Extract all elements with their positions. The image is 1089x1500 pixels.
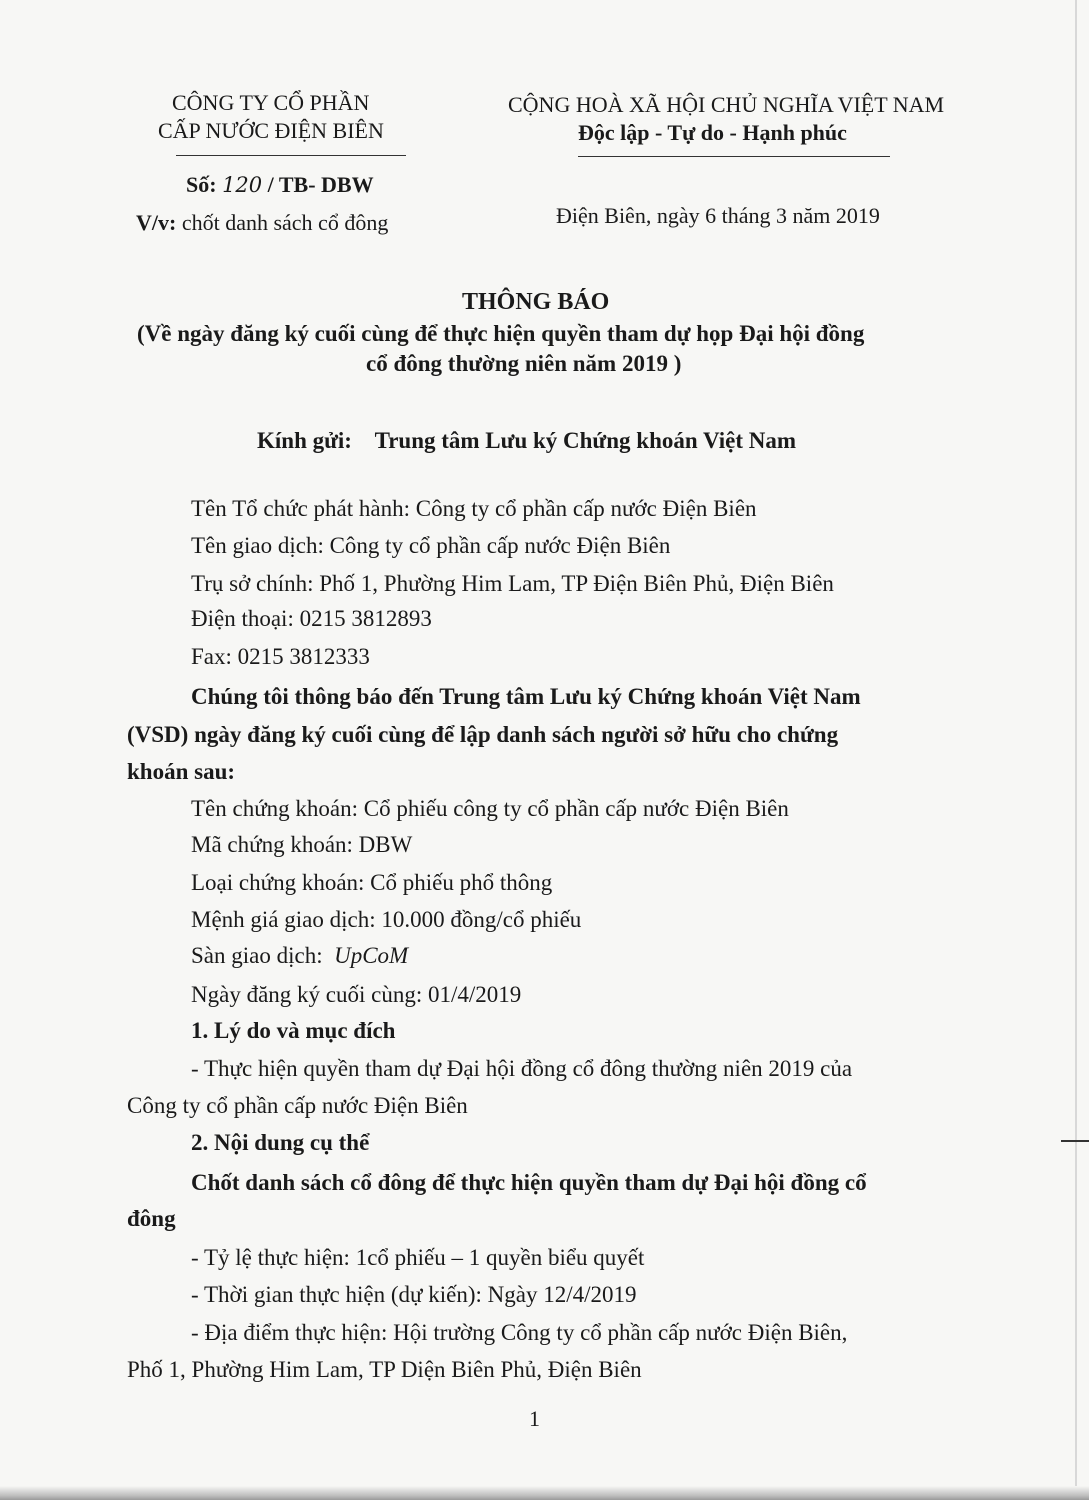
scan-edge-bottom <box>0 1486 1089 1500</box>
issuer-address: Trụ sở chính: Phố 1, Phường Him Lam, TP Điện Biên Phủ, Điện Biên <box>191 571 834 596</box>
notice-line1: Chúng tôi thông báo đến Trung tâm Lưu ký Chứng khoán Việt Nam <box>191 684 861 709</box>
security-name: Tên chứng khoán: Cổ phiếu công ty cổ phần cấp nước Điện Biên <box>191 796 789 821</box>
recipient-line <box>257 428 796 454</box>
section2-bold-line1: Chốt danh sách cổ đông để thực hiện quyền tham dự Đại hội đồng cổ <box>191 1170 867 1195</box>
section2-heading: 2. Nội dung cụ thể <box>191 1130 370 1155</box>
exchange-value: UpCoM <box>334 943 409 968</box>
page-number: 1 <box>529 1406 540 1431</box>
document-number <box>186 172 374 198</box>
security-exchange <box>191 943 408 969</box>
handwritten-number: 120 <box>222 173 263 197</box>
section1-heading: 1. Lý do và mục đích <box>191 1018 396 1043</box>
recipient-name: Trung tâm Lưu ký Chứng khoán Việt Nam <box>374 428 797 453</box>
venue-line1: - Địa điểm thực hiện: Hội trường Công ty cổ phần cấp nước Điện Biên, <box>191 1320 848 1345</box>
title-subtitle-line1: (Về ngày đăng ký cuối cùng để thực hiện quyền tham dự họp Đại hội đồng <box>137 321 865 346</box>
place-date: Điện Biên, ngày 6 tháng 3 năm 2019 <box>556 203 880 228</box>
section1-line1: - Thực hiện quyền tham dự Đại hội đồng cổ đông thường niên 2019 của <box>191 1056 853 1081</box>
issuer-fax: Fax: 0215 3812333 <box>191 644 370 669</box>
section2-bold-line2: đông <box>127 1206 176 1231</box>
document-title: THÔNG BÁO <box>462 289 610 315</box>
section1-line2: Công ty cổ phần cấp nước Điện Biên <box>127 1093 468 1118</box>
security-code: Mã chứng khoán: DBW <box>191 832 413 857</box>
notice-line3: khoán sau: <box>127 759 236 784</box>
country-name: CỘNG HOÀ XÃ HỘI CHỦ NGHĨA VIỆT NAM <box>508 92 945 117</box>
notice-line2: (VSD) ngày đăng ký cuối cùng để lập danh sách người sở hữu cho chứng <box>127 722 839 747</box>
exchange-label: Sàn giao dịch: <box>191 943 323 968</box>
title-subtitle-line2: cổ đông thường niên năm 2019 ) <box>366 351 682 376</box>
time-line: - Thời gian thực hiện (dự kiến): Ngày 12/4/2019 <box>191 1282 637 1307</box>
subject-line <box>136 210 388 236</box>
security-type: Loại chứng khoán: Cổ phiếu phổ thông <box>191 870 553 895</box>
security-par-value: Mệnh giá giao dịch: 10.000 đồng/cổ phiếu <box>191 907 582 932</box>
scan-mark <box>1061 1140 1089 1142</box>
number-prefix: Số: <box>186 172 217 197</box>
company-underline <box>176 155 406 156</box>
scan-edge-right <box>1075 0 1077 1500</box>
company-name-line1: CÔNG TY CỔ PHẦN <box>172 90 370 115</box>
company-name-line2: CẤP NƯỚC ĐIỆN BIÊN <box>158 118 384 143</box>
subject-text: chốt danh sách cổ đông <box>181 210 389 235</box>
number-suffix: / TB- DBW <box>267 172 374 197</box>
motto-underline <box>578 156 890 157</box>
recipient-label: Kính gửi: <box>257 428 352 453</box>
issuer-phone: Điện thoại: 0215 3812893 <box>191 606 432 631</box>
national-motto: Độc lập - Tự do - Hạnh phúc <box>578 120 847 145</box>
issuer-name: Tên Tổ chức phát hành: Công ty cổ phần cấp nước Điện Biên <box>191 496 757 521</box>
venue-line2: Phố 1, Phường Him Lam, TP Diện Biên Phủ, Điện Biên <box>127 1357 642 1382</box>
subject-label: V/v: <box>136 210 177 235</box>
issuer-trade-name: Tên giao dịch: Công ty cổ phần cấp nước Điện Biên <box>191 533 671 558</box>
record-date: Ngày đăng ký cuối cùng: 01/4/2019 <box>191 982 522 1007</box>
ratio-line: - Tỷ lệ thực hiện: 1cổ phiếu – 1 quyền biểu quyết <box>191 1245 645 1270</box>
